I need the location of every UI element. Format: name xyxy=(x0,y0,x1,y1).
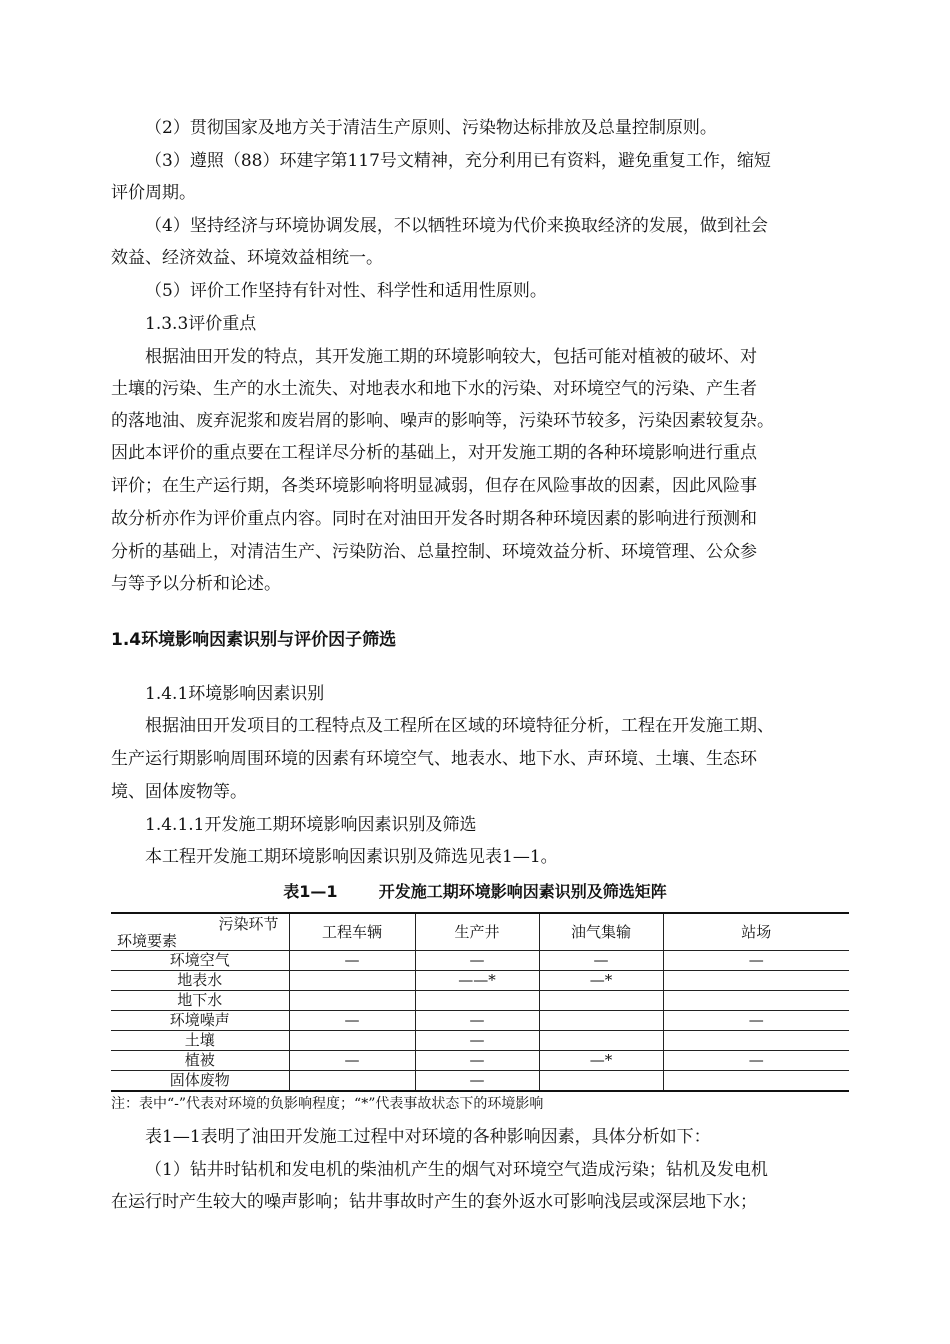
paragraph-line: 效益、经济效益、环境效益相统一。 xyxy=(111,248,383,268)
table-cell: — xyxy=(663,1011,849,1031)
table-row xyxy=(111,991,849,1011)
row-label: 地下水 xyxy=(111,991,289,1011)
paragraph-line: 分析的基础上，对清洁生产、污染防治、总量控制、环境效益分析、环境管理、公众参 xyxy=(111,542,757,562)
column-header: 站场 xyxy=(663,913,849,951)
table-row xyxy=(111,1011,849,1031)
paragraph-line: 土壤的污染、生产的水土流失、对地表水和地下水的污染、对环境空气的污染、产生者 xyxy=(111,379,757,399)
paragraph-line: 故分析亦作为评价重点内容。同时在对油田开发各时期各种环境因素的影响进行预测和 xyxy=(111,509,757,529)
row-label: 固体废物 xyxy=(111,1071,289,1092)
subsection-title: 1.4.1.1开发施工期环境影响因素识别及筛选 xyxy=(145,815,477,835)
corner-bottom-label: 环境要素 xyxy=(117,932,178,950)
paragraph-line: 表1—1表明了油田开发施工过程中对环境的各种影响因素，具体分析如下： xyxy=(145,1127,711,1147)
row-label: 地表水 xyxy=(111,971,289,991)
column-header: 生产井 xyxy=(415,913,539,951)
table-cell xyxy=(289,1071,415,1092)
paragraph-line: （1）钻井时钻机和发电机的柴油机产生的烟气对环境空气造成污染；钻机及发电机 xyxy=(145,1160,768,1180)
corner-top-label: 污染环节 xyxy=(218,915,279,933)
column-header: 工程车辆 xyxy=(289,913,415,951)
row-label: 环境噪声 xyxy=(111,1011,289,1031)
paragraph-line: 的落地油、废弃泥浆和废岩屑的影响、噪声的影响等，污染环节较多，污染因素较复杂。 xyxy=(111,411,774,431)
row-label: 土壤 xyxy=(111,1031,289,1051)
table-cell xyxy=(539,1031,663,1051)
table-cell: — xyxy=(289,1051,415,1071)
table-cell: —* xyxy=(539,1051,663,1071)
table-cell xyxy=(289,1031,415,1051)
section-heading: 1.4环境影响因素识别与评价因子筛选 xyxy=(111,630,397,650)
table-row xyxy=(111,1031,849,1051)
table-caption xyxy=(0,880,950,904)
table-cell xyxy=(289,991,415,1011)
table-cell xyxy=(289,971,415,991)
table-row xyxy=(111,951,849,971)
column-header: 油气集输 xyxy=(539,913,663,951)
paragraph-line: 评价；在生产运行期，各类环境影响将明显减弱，但存在风险事故的因素，因此风险事 xyxy=(111,476,757,496)
table-cell: — xyxy=(289,951,415,971)
row-label: 环境空气 xyxy=(111,951,289,971)
table-cell xyxy=(539,1071,663,1092)
table-cell xyxy=(415,991,539,1011)
subsection-title: 1.3.3评价重点 xyxy=(145,314,257,334)
paragraph-line: 根据油田开发的特点，其开发施工期的环境影响较大，包括可能对植被的破坏、对 xyxy=(145,347,757,367)
table-cell: — xyxy=(289,1011,415,1031)
paragraph-line: 与等予以分析和论述。 xyxy=(111,574,281,594)
paragraph-line: （3）遵照（88）环建字第117号文精神，充分利用已有资料，避免重复工作，缩短 xyxy=(145,151,771,171)
table-cell: — xyxy=(415,1011,539,1031)
table-cell: — xyxy=(415,951,539,971)
table-number: 表1—1 xyxy=(283,882,338,901)
paragraph-line: 本工程开发施工期环境影响因素识别及筛选见表1—1。 xyxy=(145,847,558,867)
table-row xyxy=(111,971,849,991)
table-cell xyxy=(663,1071,849,1092)
table-cell: — xyxy=(663,1051,849,1071)
table-cell xyxy=(539,991,663,1011)
paragraph-line: 在运行时产生较大的噪声影响；钻井事故时产生的套外返水可影响浅层或深层地下水； xyxy=(111,1192,757,1212)
table-cell xyxy=(663,991,849,1011)
paragraph-line: （4）坚持经济与环境协调发展，不以牺牲环境为代价来换取经济的发展，做到社会 xyxy=(145,216,768,236)
table-cell: — xyxy=(663,951,849,971)
table-cell: — xyxy=(415,1071,539,1092)
paragraph-line: （2）贯彻国家及地方关于清洁生产原则、污染物达标排放及总量控制原则。 xyxy=(145,118,717,138)
table-cell xyxy=(663,971,849,991)
impact-matrix-table xyxy=(111,912,849,1092)
table-cell: ——* xyxy=(415,971,539,991)
table-cell xyxy=(663,1031,849,1051)
table-cell: — xyxy=(415,1031,539,1051)
paragraph-line: 根据油田开发项目的工程特点及工程所在区域的环境特征分析，工程在开发施工期、 xyxy=(145,716,774,736)
table-title: 开发施工期环境影响因素识别及筛选矩阵 xyxy=(378,882,667,901)
paragraph-line: 评价周期。 xyxy=(111,183,196,203)
table-row xyxy=(111,1051,849,1071)
table-note: 注：表中“-”代表对环境的负影响程度；“*”代表事故状态下的环境影响 xyxy=(111,1096,544,1112)
subsection-title: 1.4.1环境影响因素识别 xyxy=(145,684,325,704)
table-cell: —* xyxy=(539,971,663,991)
corner-header xyxy=(111,913,289,951)
table-row xyxy=(111,1071,849,1092)
table-header-row xyxy=(111,913,849,951)
paragraph-line: 生产运行期影响周围环境的因素有环境空气、地表水、地下水、声环境、土壤、生态环 xyxy=(111,749,757,769)
paragraph-line: （5）评价工作坚持有针对性、科学性和适用性原则。 xyxy=(145,281,547,301)
paragraph-line: 境、固体废物等。 xyxy=(111,782,247,802)
table-cell xyxy=(539,1011,663,1031)
table-cell: — xyxy=(415,1051,539,1071)
row-label: 植被 xyxy=(111,1051,289,1071)
table-cell: — xyxy=(539,951,663,971)
paragraph-line: 因此本评价的重点要在工程详尽分析的基础上，对开发施工期的各种环境影响进行重点 xyxy=(111,443,757,463)
